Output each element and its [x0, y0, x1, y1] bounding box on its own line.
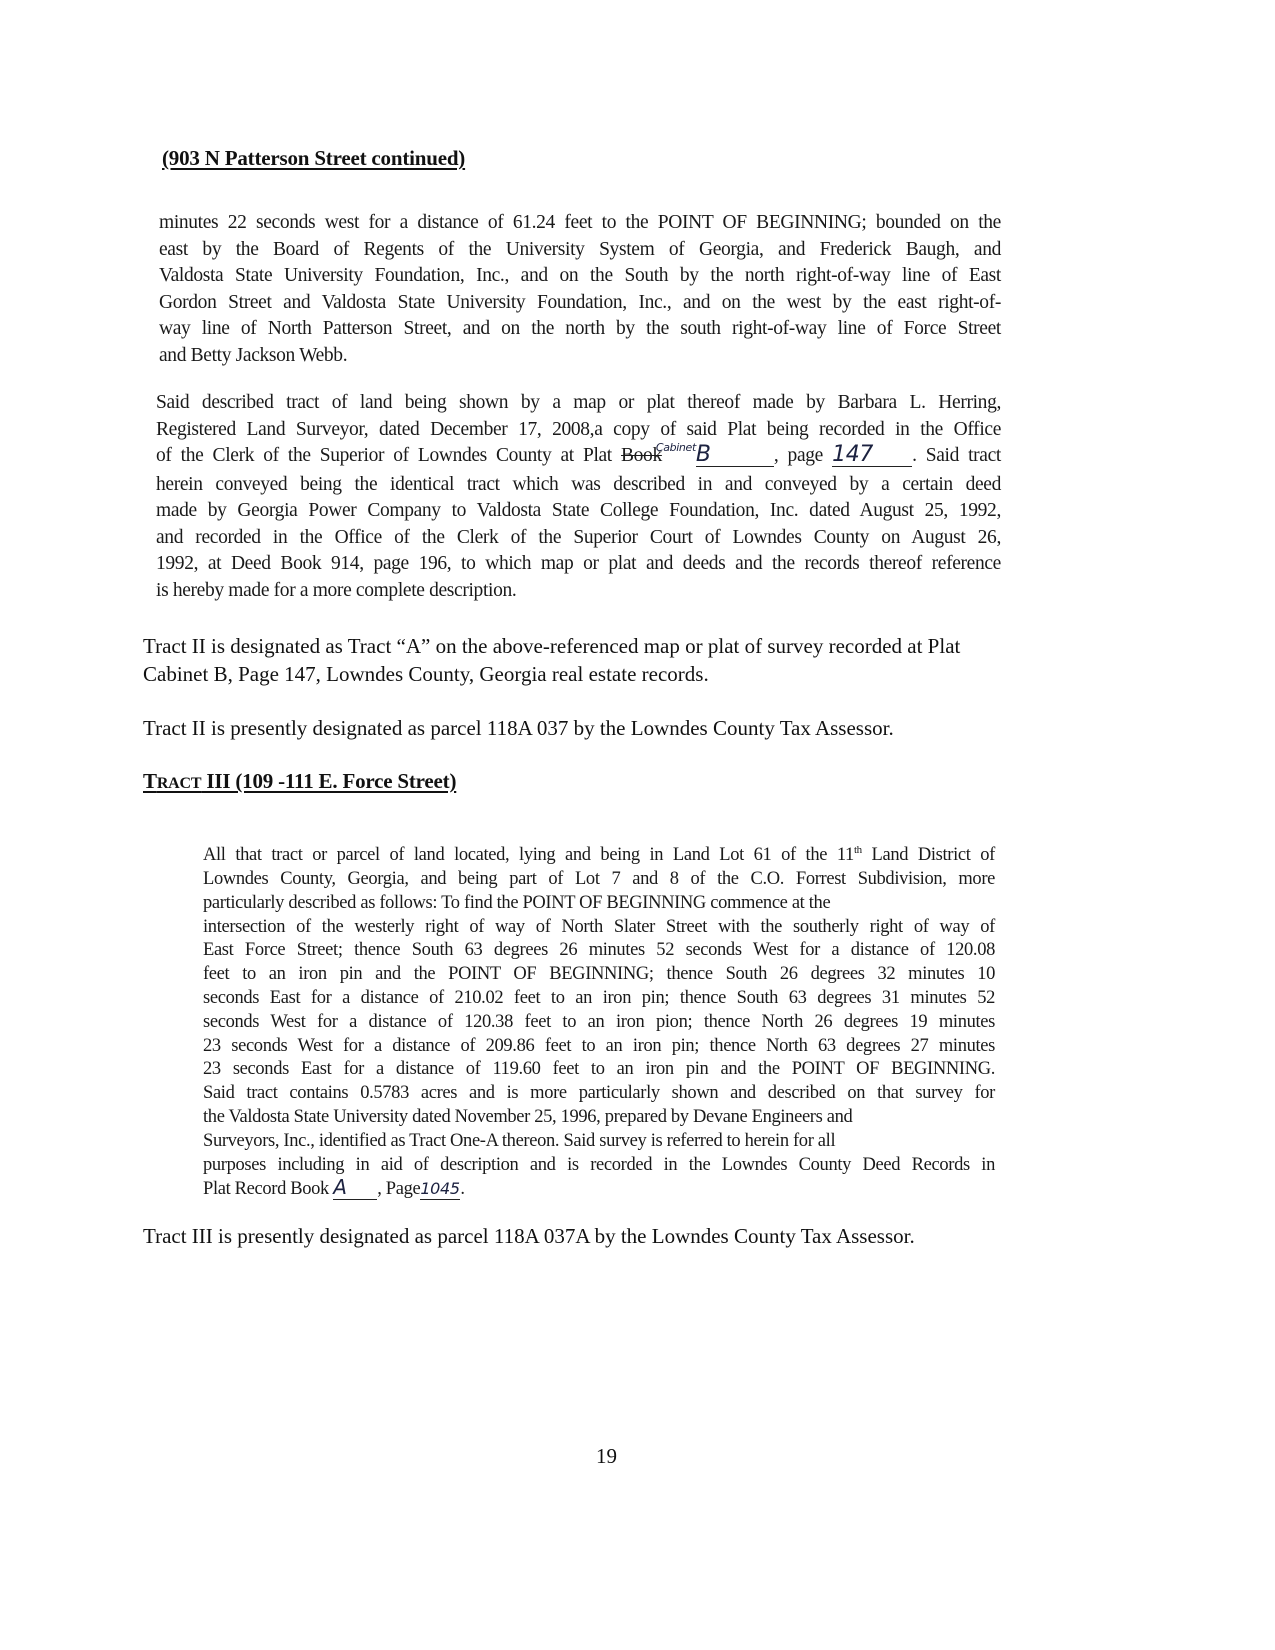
handwritten-insert: Cabinet [655, 441, 696, 454]
heading-segment: III (109 -111 E. Force Street) [201, 769, 457, 793]
text-line: east by the Board of Regents of the University System of Georgia, and Frederick Baugh, and [159, 238, 1001, 260]
text-segment: , page [773, 445, 833, 466]
text-line: the Valdosta State University dated November 25, 1996, prepared by Devane Engineers and [203, 1106, 853, 1127]
text-line: is hereby made for a more complete description. [156, 579, 517, 601]
text-line: seconds East for a distance of 210.02 feet to an iron pin; thence South 63 degrees 31 minutes 52 [203, 987, 995, 1008]
text-line: Tract II is designated as Tract “A” on the above-referenced map or plat of survey recorded at Plat [143, 634, 961, 658]
handwritten-blank-page [420, 1179, 460, 1200]
text-segment: of the Clerk of the Superior of Lowndes County at Plat [156, 445, 621, 466]
text-line-with-handwriting [203, 1177, 995, 1202]
handwritten-blank-page [832, 442, 912, 467]
text-line: Lowndes County, Georgia, and being part of Lot 7 and 8 of the C.O. Forrest Subdivision, more [203, 868, 995, 889]
handwritten-value: 1045 [420, 1179, 460, 1199]
scanned-plat-reference-paragraph [156, 390, 1001, 604]
tract-iii-parcel-statement: Tract III is presently designated as parcel 118A 037A by the Lowndes County Tax Assessor. [143, 1224, 915, 1248]
page-number: 19 [596, 1444, 617, 1468]
tract-iii-heading [143, 769, 456, 794]
text-line: way line of North Patterson Street, and on the north by the south right-of-way line of Force Street [159, 318, 1001, 339]
text-segment: . [460, 1179, 465, 1200]
text-segment: All that tract or parcel of land located, lying and being in Land Lot 61 of the 11 [203, 845, 854, 866]
text-line: Gordon Street and Valdosta State University Foundation, Inc., and on the west by the east right-of- [159, 291, 1001, 313]
superscript: th [853, 844, 862, 856]
text-line: Valdosta State University Foundation, Inc., and on the South by the north right-of-way line of East [159, 265, 1001, 286]
handwritten-blank-cabinet [695, 442, 774, 467]
text-line: 23 seconds West for a distance of 209.86 feet to an iron pin; thence North 63 degrees 27 minutes [203, 1035, 995, 1056]
text-line: feet to an iron pin and the POINT OF BEGINNING; thence South 26 degrees 32 minutes 10 [203, 964, 995, 985]
text-line: East Force Street; thence South 63 degrees 26 minutes 52 seconds West for a distance of 120.08 [203, 940, 995, 961]
text-line: purposes including in aid of description and is recorded in the Lowndes County Deed Records in [203, 1154, 995, 1175]
scanned-tract-iii-description [203, 839, 995, 1202]
text-line-with-handwriting [156, 443, 1001, 472]
heading-segment: T [143, 769, 157, 793]
tract-ii-parcel-statement: Tract II is presently designated as parcel 118A 037 by the Lowndes County Tax Assessor. [143, 716, 894, 740]
text-line: 23 seconds East for a distance of 119.60 feet to an iron pin and the POINT OF BEGINNING. [203, 1059, 995, 1080]
section-heading-903-patterson: (903 N Patterson Street continued) [162, 146, 466, 170]
handwritten-value: 147 [832, 442, 874, 467]
text-line: particularly described as follows: To find the POINT OF BEGINNING commence at the [203, 892, 831, 913]
tract-ii-designation [143, 632, 1103, 688]
text-line: 1992, at Deed Book 914, page 196, to which map or plat and deeds and the records thereof reference [156, 553, 1001, 574]
text-line: seconds West for a distance of 120.38 feet to an iron pion; thence North 26 degrees 19 minutes [203, 1011, 995, 1032]
handwritten-value: B [695, 442, 711, 467]
handwritten-blank-book [333, 1177, 377, 1200]
scanned-legal-description-continued [159, 210, 1001, 369]
text-line: and Betty Jackson Webb. [159, 344, 348, 366]
text-line: Said tract contains 0.5783 acres and is more particularly shown and described on that survey for [203, 1083, 995, 1104]
text-segment: Plat Record Book [203, 1179, 334, 1200]
text-line: Cabinet B, Page 147, Lowndes County, Georgia real estate records. [143, 662, 709, 686]
text-line [203, 839, 995, 868]
text-line: Said described tract of land being shown by a map or plat thereof made by Barbara L. Herring, [156, 392, 1001, 413]
text-segment: , Page [377, 1179, 421, 1200]
text-line: herein conveyed being the identical tract which was described in and conveyed by a certain deed [156, 473, 1001, 495]
handwritten-value: A [333, 1175, 347, 1200]
text-line: Surveyors, Inc., identified as Tract One-A thereon. Said survey is referred to herein for all [203, 1130, 836, 1151]
heading-segment: RACT [156, 775, 202, 792]
text-segment: . Said tract [912, 445, 1001, 466]
text-line: and recorded in the Office of the Clerk of the Superior Court of Lowndes County on August 26, [156, 526, 1001, 548]
struck-word: Book [621, 445, 662, 466]
text-line: minutes 22 seconds west for a distance of 61.24 feet to the POINT OF BEGINNING; bounded on the [159, 212, 1001, 233]
text-line: intersection of the westerly right of way of North Slater Street with the southerly right of way of [203, 916, 995, 937]
text-line: made by Georgia Power Company to Valdosta State College Foundation, Inc. dated August 25, 1992, [156, 500, 1001, 521]
text-line: Registered Land Surveyor, dated December 17, 2008,a copy of said Plat being recorded in the Office [156, 418, 1001, 440]
text-segment: Land District of [861, 845, 995, 866]
